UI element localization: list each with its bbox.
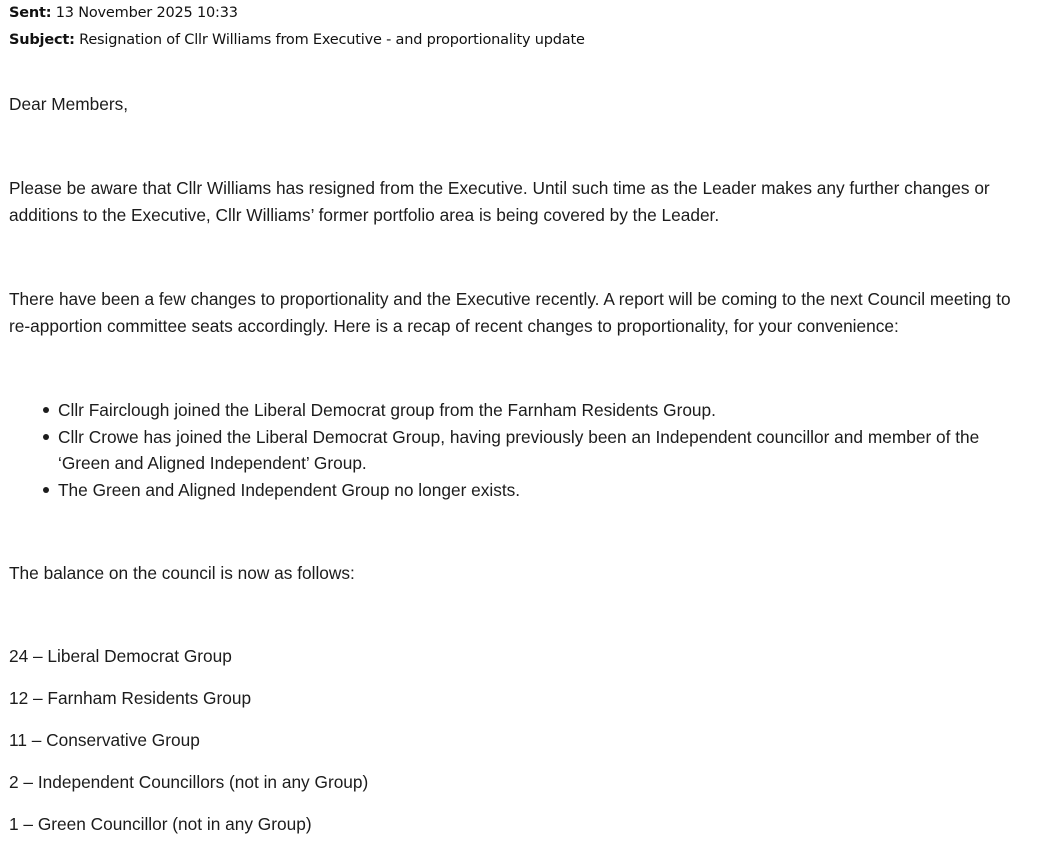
paragraph-proportionality: There have been a few changes to proportionality and the Executive recently. A report will be coming to the next Council meeting to re-apportion committee seats accordingly. Here is a recap of recent changes to proportionality, for your convenience: — [9, 289, 1011, 336]
list-item — [9, 477, 1009, 504]
sent-value: 13 November 2025 10:33 — [55, 5, 238, 21]
email-message — [9, 0, 1033, 834]
list-item — [9, 424, 1009, 477]
list-item — [9, 397, 1009, 424]
bullet-icon — [43, 434, 49, 440]
subject-line — [9, 27, 1033, 54]
bullet-icon — [43, 487, 49, 493]
balance-list — [9, 643, 368, 853]
balance-item: 2 – Independent Councillors (not in any Group) — [9, 772, 369, 792]
balance-item: 12 – Farnham Residents Group — [9, 688, 252, 708]
list-item-text: Cllr Fairclough joined the Liberal Democrat group from the Farnham Residents Group. — [58, 400, 716, 420]
balance-item: 24 – Liberal Democrat Group — [9, 646, 232, 666]
list-item-text: Cllr Crowe has joined the Liberal Democrat Group, having previously been an Independent councillor and member of the ‘Green and Aligned Independent’ Group. — [58, 426, 980, 473]
balance-item: 11 – Conservative Group — [9, 730, 200, 750]
paragraph-resignation: Please be aware that Cllr Williams has resigned from the Executive. Until such time as the Leader makes any further changes or additions to the Executive, Cllr Williams’ former portfolio area is being covered by the Leader. — [9, 178, 990, 225]
changes-list — [9, 397, 1009, 503]
balance-item: 1 – Green Councillor (not in any Group) — [9, 814, 312, 834]
subject-value: Resignation of Cllr Williams from Executive - and proportionality update — [79, 32, 585, 48]
email-header — [9, 0, 1033, 54]
subject-label: Subject: — [9, 32, 75, 48]
bullet-icon — [43, 407, 49, 413]
list-item-text: The Green and Aligned Independent Group no longer exists. — [58, 479, 521, 500]
greeting: Dear Members, — [9, 94, 129, 114]
balance-intro: The balance on the council is now as follows: — [9, 563, 355, 583]
sent-label: Sent: — [9, 5, 52, 21]
sent-line — [9, 0, 1033, 27]
